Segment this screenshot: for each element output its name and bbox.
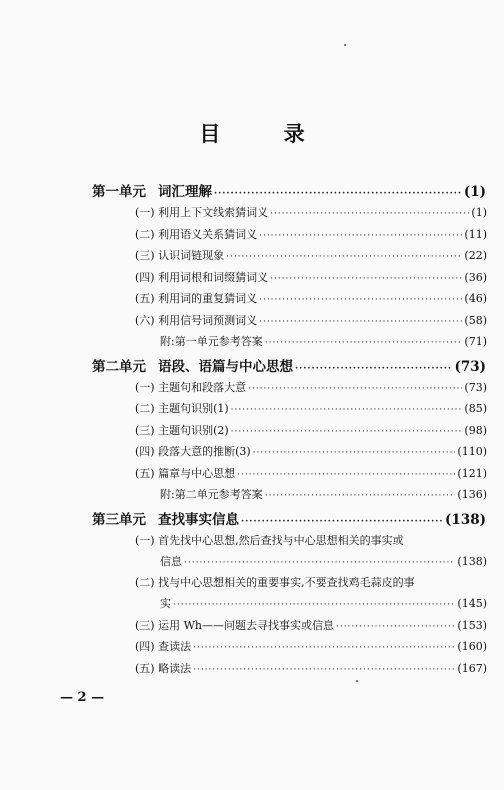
toc-item[interactable] [135,400,487,422]
toc-item-label: (三) 主题句识别(2) [135,423,229,437]
toc-item[interactable] [135,312,487,334]
page-number: (121) [457,466,487,480]
toc-appendix[interactable] [160,486,487,508]
toc-item-label: (五) 篇章与中心思想 [135,466,236,480]
page-number: (160) [457,640,487,653]
dot-leader [248,384,462,394]
page-title: 目 录 [199,121,333,146]
toc-item[interactable] [135,204,487,226]
toc-item-line1[interactable]: (二) 找与中心思想相关的重要事实,不要查找鸡毛蒜皮的事 [135,576,415,589]
toc-item-label: (五) 略读法 [135,661,192,675]
toc-item-label: (一) 主题句和段落大意 [135,380,247,394]
unit-label: 第一单元 词汇理解 [92,184,212,200]
page-number: (167) [457,661,487,675]
dot-leader [336,622,455,632]
toc-item-label: (五) 利用词的重复猜词义 [135,292,258,305]
dot-leader [259,317,462,327]
toc-item-label: (一) 利用上下文线索猜词义 [135,206,269,219]
toc-item-label: (四) 利用词根和词缀猜词义 [135,270,269,284]
dot-leader [265,338,463,348]
page-number: (46) [464,292,487,305]
dot-leader [253,448,456,458]
dot-leader [295,364,452,374]
dot-leader [231,427,463,437]
toc-item[interactable] [135,379,487,401]
dot-leader [237,470,455,480]
page-number: (73) [454,358,486,375]
scan-speck [356,680,358,682]
toc-item-line1[interactable]: (一) 首先找中心思想,然后查找与中心思想相关的事实或 [135,533,404,547]
toc-item[interactable] [135,660,487,682]
toc-item-label: (四) 段落大意的推断(3) [135,445,251,458]
toc-item-line2[interactable] [160,553,487,575]
dot-leader [231,405,463,415]
toc-item-label: (三) 运用 Wh——问题去寻找事实或信息 [135,618,334,632]
toc-item[interactable] [135,465,487,487]
dot-leader [214,189,462,199]
unit-1-heading[interactable] [92,180,486,204]
toc-item[interactable] [135,290,487,312]
toc-item[interactable] [135,226,487,248]
appendix-label: 附:第一单元参考答案 [160,335,263,348]
toc-item[interactable] [135,422,487,444]
dot-leader [193,665,455,675]
dot-leader [259,231,462,241]
page-number: (153) [457,618,487,632]
dot-leader [270,274,462,284]
page-number: (1) [471,206,487,219]
dot-leader [193,643,455,653]
toc-item[interactable] [135,638,487,660]
page-number: (58) [464,313,487,327]
dot-leader [241,517,443,527]
dot-leader [259,295,462,305]
unit-2-heading[interactable] [92,355,486,379]
dot-leader [173,600,455,610]
page-number: (22) [464,249,487,262]
page-number: (138) [457,554,487,568]
page-footer: — 2 — [60,690,105,705]
toc-item[interactable] [135,617,487,639]
page-number: (1) [463,184,486,200]
toc-item-label: 信息 [160,554,182,568]
appendix-label: 附:第二单元参考答案 [160,488,263,501]
toc-item-label: (二) 利用语义关系猜词义 [135,227,258,241]
toc-item-label: (六) 利用信号词预测词义 [135,313,258,327]
page-number: (98) [464,423,487,437]
page-number: (110) [457,445,487,458]
page-number: (138) [445,511,486,528]
table-of-contents [92,180,486,681]
toc-item-label: 实 [160,597,171,610]
dot-leader [226,252,462,262]
page-number: (145) [457,597,487,610]
page-number: (85) [464,402,487,415]
dot-leader [270,209,469,219]
page-number: (71) [464,335,487,348]
page-number: (36) [464,270,487,284]
page-number: (136) [457,488,487,501]
toc-item-label: (二) 主题句识别(1) [135,402,229,415]
toc-appendix[interactable] [160,333,487,355]
page-number: (11) [464,227,487,241]
unit-label: 第二单元 语段、语篇与中心思想 [92,358,293,375]
unit-3-heading[interactable] [92,508,486,532]
toc-item[interactable] [135,269,487,291]
toc-item[interactable] [135,247,487,269]
dot-leader [184,558,455,568]
toc-item[interactable] [135,443,487,465]
page-number: (73) [464,380,487,394]
dot-leader [265,491,456,501]
toc-item-line2[interactable] [160,595,487,617]
unit-label: 第三单元 查找事实信息 [92,511,239,528]
toc-item-label: (四) 查读法 [135,640,192,653]
toc-item-label: (三) 认识词链现象 [135,249,225,262]
scan-speck [344,44,346,46]
